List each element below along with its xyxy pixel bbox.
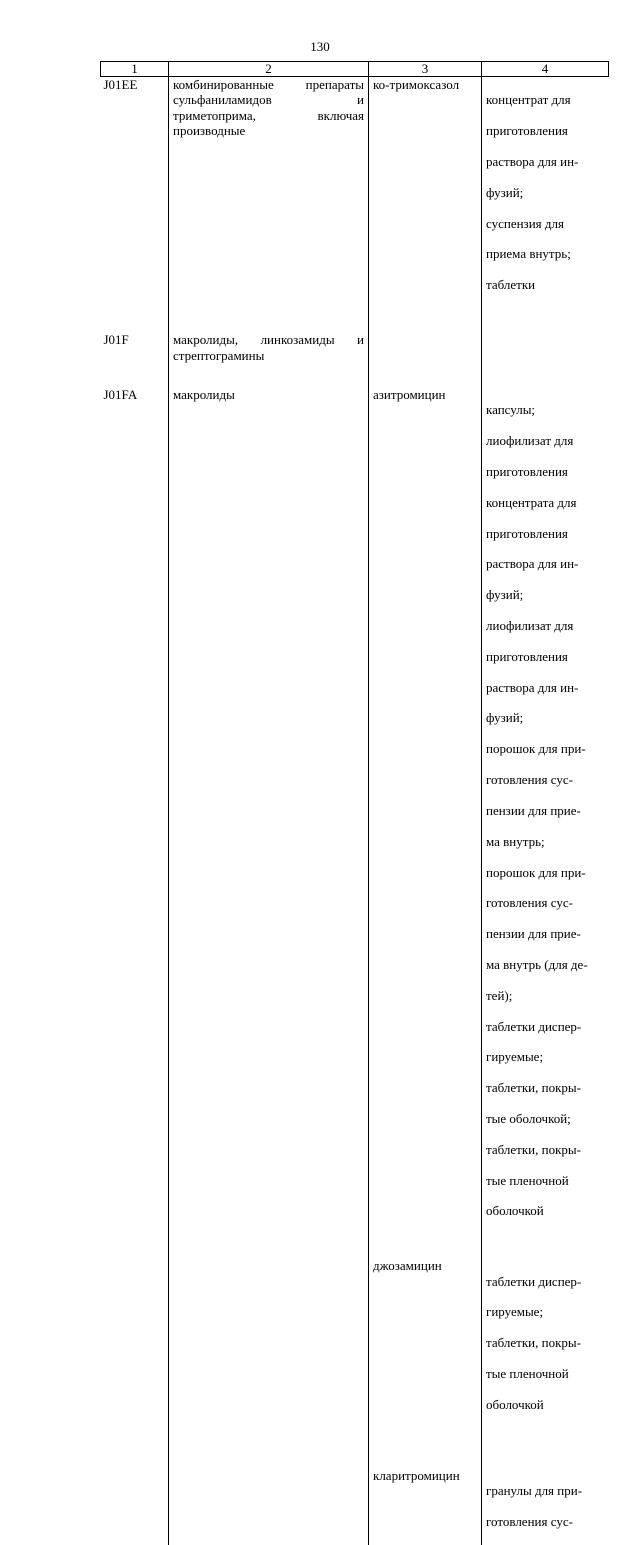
form-line: гируемые; bbox=[486, 1049, 544, 1065]
form-line: приготовления bbox=[486, 648, 568, 664]
form-line: раствора для ин- bbox=[486, 154, 579, 170]
form-line: тей); bbox=[486, 987, 513, 1003]
row-spacer bbox=[101, 308, 609, 332]
form-line: концентрат для bbox=[486, 92, 571, 108]
table-row bbox=[101, 387, 609, 1234]
form-line: лиофилизат для bbox=[486, 433, 574, 449]
form-line: таблетки, покры- bbox=[486, 1080, 581, 1096]
form-line: таблетки bbox=[486, 277, 536, 293]
form-line: оболочкой bbox=[486, 1396, 544, 1412]
form-line: раствора для ин- bbox=[486, 556, 579, 572]
form-line: фузий; bbox=[486, 184, 524, 200]
row-spacer bbox=[101, 363, 609, 387]
form-line: фузий; bbox=[486, 710, 524, 726]
group-name bbox=[169, 1258, 369, 1427]
form-line: концентрата для bbox=[486, 494, 577, 510]
table-row bbox=[101, 77, 609, 309]
table-row bbox=[101, 1468, 609, 1545]
form-line: ма внутрь; bbox=[486, 833, 545, 849]
page-number: 130 bbox=[310, 39, 330, 54]
group-name: комбинированные препараты сульфаниламидов и триметоприма, включая производные bbox=[169, 77, 369, 309]
drug-name: джозамицин bbox=[369, 1258, 482, 1427]
column-header: 2 bbox=[169, 62, 369, 77]
form-line: таблетки диспер- bbox=[486, 1018, 582, 1034]
form-line: тые пленочной bbox=[486, 1172, 569, 1188]
drug-name: азитромицин bbox=[369, 387, 482, 1234]
table-row bbox=[101, 1258, 609, 1427]
atc-code: J01F bbox=[103, 332, 129, 348]
form-line: тые пленочной bbox=[486, 1366, 569, 1382]
row-spacer bbox=[101, 1234, 609, 1258]
form-line: приготовления bbox=[486, 463, 568, 479]
form-line: пензии для прие- bbox=[486, 926, 581, 942]
row-spacer bbox=[101, 1428, 609, 1468]
form-line: гранулы для при- bbox=[486, 1483, 583, 1499]
form-line: суспензия для bbox=[486, 215, 564, 231]
column-header: 3 bbox=[369, 62, 482, 77]
form-line: готовления сус- bbox=[486, 895, 573, 911]
column-header: 4 bbox=[482, 62, 609, 77]
group-name bbox=[169, 1468, 369, 1545]
dosage-forms bbox=[482, 77, 609, 309]
form-line: капсулы; bbox=[486, 402, 536, 418]
form-line: готовления сус- bbox=[486, 772, 573, 788]
atc-code bbox=[101, 1468, 169, 1545]
form-line: порошок для при- bbox=[486, 864, 586, 880]
form-line: фузий; bbox=[486, 587, 524, 603]
form-line: таблетки диспер- bbox=[486, 1273, 582, 1289]
form-line: приема внутрь; bbox=[486, 246, 571, 262]
dosage-forms bbox=[482, 332, 609, 363]
drug-name: ко-тримоксазол bbox=[369, 77, 482, 309]
atc-code bbox=[101, 1258, 169, 1427]
drug-table bbox=[100, 61, 609, 1545]
form-line: гируемые; bbox=[486, 1304, 544, 1320]
form-line: ма внутрь (для де- bbox=[486, 956, 588, 972]
form-line: таблетки, покры- bbox=[486, 1141, 581, 1157]
atc-code: J01EE bbox=[103, 77, 138, 92]
group-name: макролиды bbox=[169, 387, 369, 1234]
form-line: оболочкой bbox=[486, 1203, 544, 1219]
table-row bbox=[101, 332, 609, 363]
column-header: 1 bbox=[101, 62, 169, 77]
form-line: приготовления bbox=[486, 123, 568, 139]
drug-name bbox=[369, 332, 482, 363]
dosage-forms bbox=[482, 1258, 609, 1427]
form-line: готовления сус- bbox=[486, 1513, 573, 1529]
group-name: макролиды, линкозамиды и стрептограмины bbox=[169, 332, 369, 363]
form-line: лиофилизат для bbox=[486, 618, 574, 633]
dosage-forms bbox=[482, 387, 609, 1234]
form-line: пензии для прие- bbox=[486, 802, 581, 818]
form-line: тые оболочкой; bbox=[486, 1111, 571, 1126]
form-line: порошок для при- bbox=[486, 741, 586, 757]
drug-name: кларитромицин bbox=[369, 1468, 482, 1545]
form-line: таблетки, покры- bbox=[486, 1335, 581, 1351]
table-header-row bbox=[101, 62, 609, 77]
form-line: приготовления bbox=[486, 525, 568, 541]
atc-code: J01FA bbox=[103, 386, 138, 402]
dosage-forms bbox=[482, 1468, 609, 1545]
form-line: раствора для ин- bbox=[486, 679, 579, 695]
